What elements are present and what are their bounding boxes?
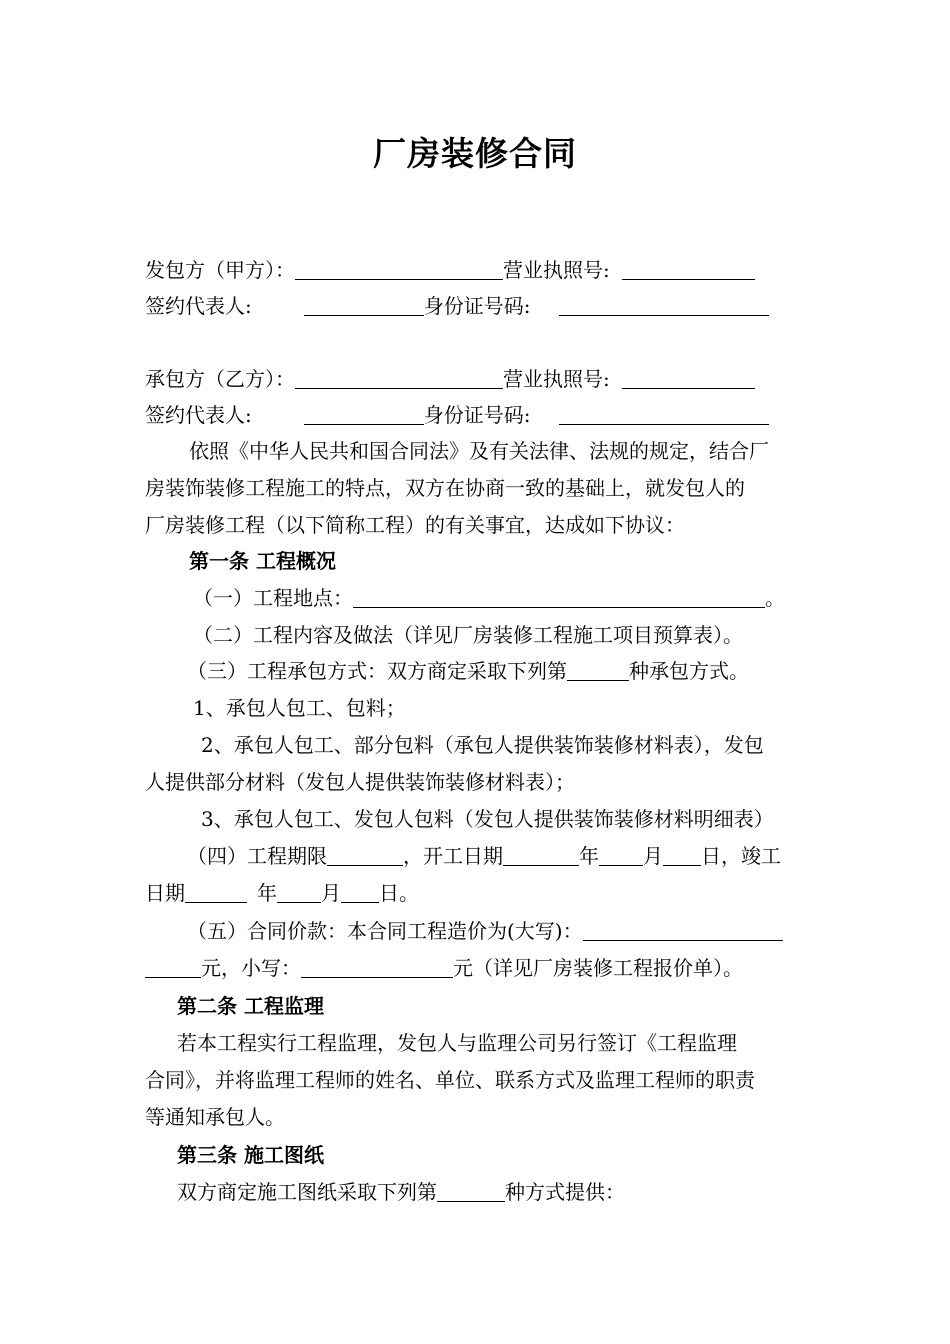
party-a-rep-label: 签约代表人: — [145, 294, 252, 318]
party-b-id-label: 身份证号码: — [423, 403, 531, 427]
party-b-line — [145, 361, 810, 398]
location-blank — [353, 585, 765, 608]
price-upper-blank-cont — [145, 955, 201, 978]
article-2-line-2: 合同》，并将监理工程师的姓名、单位、联系方式及监理工程师的职责 — [145, 1068, 755, 1092]
article-2-line-1: 若本工程实行工程监理，发包人与监理公司另行签订《工程监理 — [177, 1031, 737, 1055]
party-a-label: 发包方（甲方）： — [145, 258, 295, 282]
party-b-license-label: 营业执照号: — [503, 367, 610, 391]
location-end: 。 — [765, 586, 785, 610]
article-1-content: （二）工程内容及做法（详见厂房装修工程施工项目预算表）。 — [193, 623, 743, 647]
preamble-line-3: 厂房装修工程（以下简称工程）的有关事宜，达成如下协议： — [145, 513, 685, 537]
party-b-rep-line — [145, 397, 810, 434]
article-1-location — [145, 580, 810, 617]
end-day-blank — [341, 880, 379, 903]
party-b-rep-blank — [304, 402, 424, 425]
start-month-label: 月 — [643, 844, 663, 868]
party-a-license-blank — [622, 257, 755, 280]
price-upper-blank — [583, 918, 783, 941]
price-label: （五）合同价款：本合同工程造价为(大写)： — [187, 919, 583, 943]
period-label: （四）工程期限 — [187, 844, 327, 868]
end-month-blank — [277, 880, 321, 903]
article-2-heading: 第二条 工程监理 — [177, 994, 324, 1018]
party-a-blank — [295, 257, 503, 280]
period-blank — [327, 843, 403, 866]
method-option-1: 1、承包人包工、包料； — [193, 696, 406, 720]
start-year-blank — [503, 843, 579, 866]
party-b-license-blank — [622, 366, 755, 389]
method-option-3: 3、承包人包工、发包人包料（发包人提供装饰装修材料明细表） — [201, 807, 774, 831]
start-date-label: ，开工日期 — [403, 844, 503, 868]
article-3-line-1 — [145, 1174, 810, 1211]
method-blank — [567, 658, 629, 681]
article-1-price-line-2 — [145, 950, 810, 987]
party-b-label: 承包方（乙方）： — [145, 367, 295, 391]
article-1-price — [145, 913, 810, 950]
price-lower-blank — [301, 955, 453, 978]
price-note: 元（详见厂房装修工程报价单）。 — [453, 956, 743, 980]
end-day-label: 日。 — [379, 881, 419, 905]
start-day-label: 日，竣工 — [701, 844, 781, 868]
end-date-label: 日期 — [145, 881, 185, 905]
article-1-heading: 第一条 工程概况 — [189, 549, 336, 573]
start-day-blank — [663, 843, 701, 866]
location-label: （一）工程地点： — [193, 586, 353, 610]
price-lower-label: 元，小写： — [201, 956, 301, 980]
article-3-heading: 第三条 施工图纸 — [177, 1143, 324, 1167]
party-a-rep-blank — [304, 293, 424, 316]
party-b-id-blank — [559, 402, 769, 425]
drawing-method-suffix: 种方式提供： — [505, 1180, 625, 1204]
start-month-blank — [599, 843, 643, 866]
end-year-blank — [185, 880, 247, 903]
method-label: （三）工程承包方式：双方商定采取下列第 — [187, 659, 567, 683]
drawing-method-blank — [437, 1179, 505, 1202]
document-title: 厂房装修合同 — [373, 134, 577, 173]
party-b-blank — [295, 366, 503, 389]
article-2-line-3: 等通知承包人。 — [145, 1105, 285, 1129]
party-a-license-label: 营业执照号: — [503, 258, 610, 282]
preamble-line-2: 房装饰装修工程施工的特点，双方在协商一致的基础上，就发包人的 — [145, 476, 745, 500]
method-option-2-line-2: 人提供部分材料（发包人提供装饰装修材料表）； — [145, 770, 575, 794]
end-month-label: 月 — [321, 881, 341, 905]
party-b-rep-label: 签约代表人: — [145, 403, 252, 427]
party-a-id-label: 身份证号码: — [423, 294, 531, 318]
preamble-line-1: 依照《中华人民共和国合同法》及有关法律、法规的规定，结合厂 — [189, 439, 769, 463]
method-suffix: 种承包方式。 — [629, 659, 749, 683]
article-1-end-date — [145, 875, 810, 912]
drawing-method-label: 双方商定施工图纸采取下列第 — [177, 1180, 437, 1204]
start-year-label: 年 — [579, 844, 599, 868]
method-option-2-line-1: 2、承包人包工、部分包料（承包人提供装饰装修材料表），发包 — [201, 733, 764, 757]
article-1-method — [145, 653, 810, 690]
end-year-label: 年 — [257, 881, 277, 905]
party-a-rep-line — [145, 288, 810, 325]
article-1-period — [145, 838, 810, 875]
party-a-id-blank — [559, 293, 769, 316]
party-a-line — [145, 252, 810, 289]
